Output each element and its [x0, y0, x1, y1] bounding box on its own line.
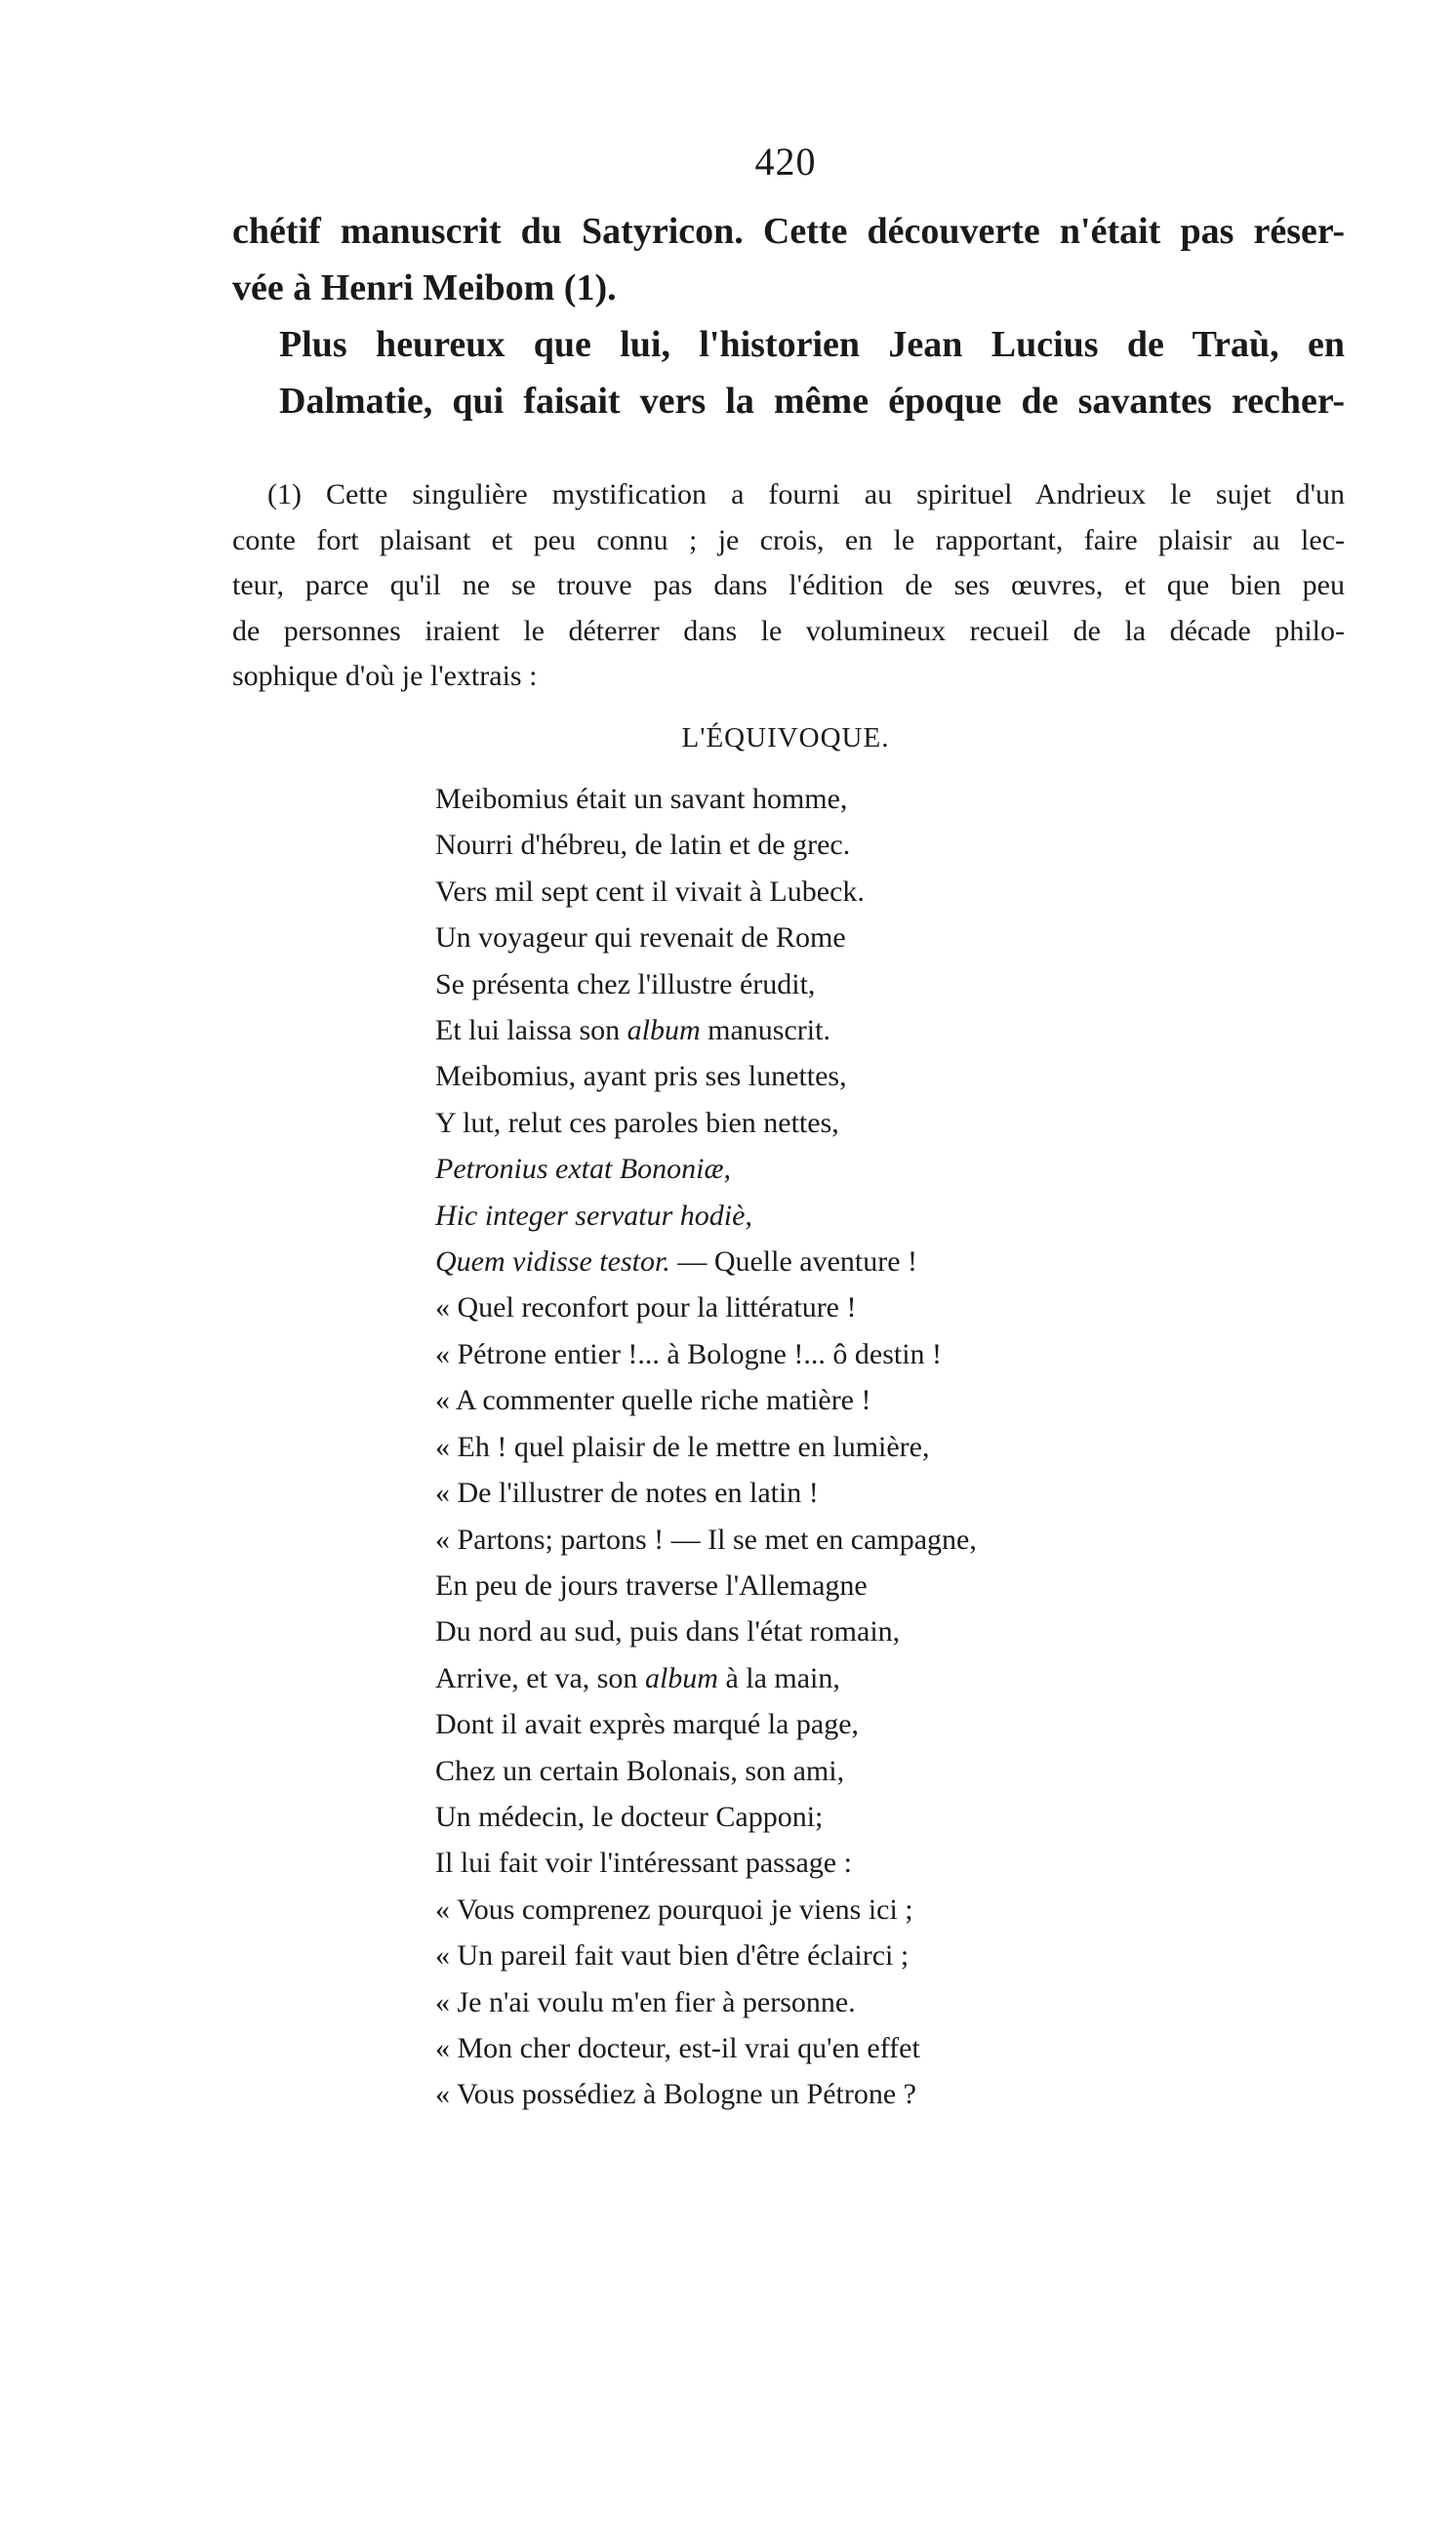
- poem-verse: « Quel reconfort pour la littérature !: [435, 1291, 857, 1324]
- footnote-line: teur, parce qu'il ne se trouve pas dans l'édition de ses œuvres, et que bien peu: [232, 569, 1345, 601]
- footnote-line: (1) Cette singulière mystification a fourni au spirituel Andrieux le sujet d'un: [267, 478, 1345, 510]
- poem-verse: [435, 1239, 977, 1284]
- poem-title: L'ÉQUIVOQUE.: [681, 722, 890, 753]
- poem-verse: « Mon cher docteur, est-il vrai qu'en effet: [435, 2031, 920, 2064]
- poem-verse: Meibomius, ayant pris ses lunettes,: [435, 1060, 847, 1093]
- text-line: Plus heureux que lui, l'historien Jean Lucius de Traù, en: [279, 324, 1345, 365]
- verse-part: manuscrit.: [700, 1014, 830, 1047]
- poem-verse-latin: Hic integer servatur hodiè,: [435, 1199, 752, 1232]
- poem-verse: « Eh ! quel plaisir de le mettre en lumière,: [435, 1430, 930, 1463]
- poem-verse: [435, 1007, 977, 1053]
- text-line: chétif manuscrit du Satyricon. Cette découverte n'était pas réser-: [232, 211, 1345, 252]
- poem-verse: Vers mil sept cent il vivait à Lubeck.: [435, 875, 865, 908]
- poem-verse: En peu de jours traverse l'Allemagne: [435, 1568, 868, 1602]
- verse-italic-latin: Quem vidisse testor.: [435, 1245, 670, 1279]
- footnote: [232, 472, 1345, 700]
- paragraph-2: [232, 316, 1345, 429]
- poem-verse: « A commenter quelle riche matière !: [435, 1384, 871, 1417]
- poem-verse: Un voyageur qui revenait de Rome: [435, 921, 846, 955]
- poem-verse: Y lut, relut ces paroles bien nettes,: [435, 1106, 839, 1139]
- verse-part: — Quelle aventure !: [669, 1245, 918, 1279]
- poem-verse-latin: Petronius extat Bononiæ,: [435, 1153, 732, 1186]
- footnote-line: de personnes iraient le déterrer dans le volumineux recueil de la décade philo-: [232, 614, 1345, 647]
- poem-verse: « Partons; partons ! — Il se met en campagne,: [435, 1523, 977, 1556]
- poem-verse: « De l'illustrer de notes en latin !: [435, 1477, 819, 1510]
- page-number: 420: [754, 140, 817, 183]
- poem: [435, 776, 977, 2118]
- poem-verse: Il lui fait voir l'intéressant passage :: [435, 1847, 852, 1880]
- main-text: [232, 203, 1345, 429]
- poem-verse: Dont il avait exprès marqué la page,: [435, 1708, 860, 1741]
- verse-italic-word: album: [644, 1661, 718, 1694]
- poem-verse: [435, 1655, 977, 1701]
- footnote-line: sophique d'où je l'extrais :: [232, 660, 538, 692]
- text-line: Dalmatie, qui faisait vers la même époque de savantes recher-: [279, 381, 1345, 422]
- poem-verse: Du nord au sud, puis dans l'état romain,: [435, 1615, 901, 1649]
- poem-verse: Nourri d'hébreu, de latin et de grec.: [435, 829, 851, 862]
- paragraph-1: [232, 203, 1345, 316]
- poem-verse: « Je n'ai voulu m'en fier à personne.: [435, 1985, 856, 2018]
- poem-verse: « Vous comprenez pourquoi je viens ici ;: [435, 1893, 913, 1926]
- poem-verse: Se présenta chez l'illustre érudit,: [435, 967, 816, 1000]
- verse-part: Arrive, et va, son: [435, 1661, 645, 1694]
- poem-verse: Meibomius était un savant homme,: [435, 783, 848, 815]
- text-line: vée à Henri Meibom (1).: [232, 267, 617, 308]
- verse-italic-word: album: [627, 1014, 701, 1047]
- poem-verse: Chez un certain Bolonais, son ami,: [435, 1754, 845, 1787]
- verse-part: à la main,: [717, 1661, 840, 1694]
- poem-verse: Un médecin, le docteur Capponi;: [435, 1800, 824, 1833]
- verse-part: Et lui laissa son: [435, 1014, 627, 1047]
- poem-verse: « Un pareil fait vaut bien d'être éclairci ;: [435, 1939, 910, 1973]
- poem-verse: « Pétrone entier !... à Bologne !... ô destin !: [435, 1337, 943, 1370]
- footnote-line: conte fort plaisant et peu connu ; je crois, en le rapportant, faire plaisir au lec-: [232, 523, 1345, 556]
- poem-verse: « Vous possédiez à Bologne un Pétrone ?: [435, 2078, 916, 2111]
